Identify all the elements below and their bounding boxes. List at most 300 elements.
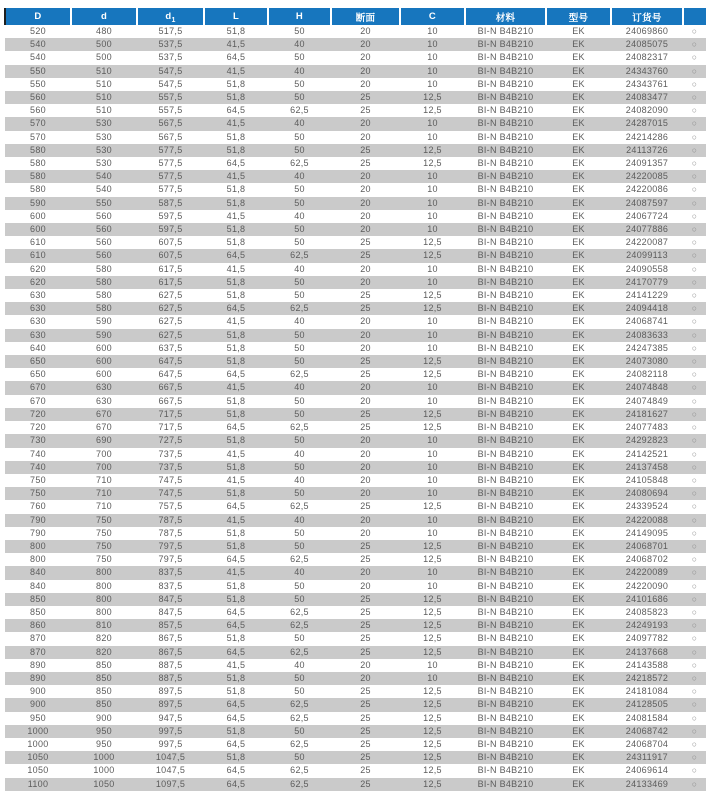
cell-d1: 1097,5 bbox=[155, 778, 186, 789]
cell-d1: 647,5 bbox=[158, 356, 183, 367]
cell-H: 40 bbox=[294, 263, 305, 274]
cell-D: 630 bbox=[30, 290, 46, 301]
status-circle-icon: ○ bbox=[691, 39, 698, 50]
table-row bbox=[5, 342, 706, 355]
cell-d1: 887,5 bbox=[158, 672, 183, 683]
cell-section: 20 bbox=[360, 131, 371, 142]
status-circle-icon: ○ bbox=[691, 646, 698, 657]
cell-d: 540 bbox=[96, 184, 112, 195]
cell-material: BI-N B4B210 bbox=[477, 210, 534, 221]
table-row bbox=[5, 514, 706, 527]
cell-order-no: 24091357 bbox=[625, 158, 669, 169]
table-row bbox=[5, 421, 706, 434]
cell-order-no: 24099113 bbox=[626, 250, 668, 261]
cell-section: 25 bbox=[360, 686, 371, 697]
cell-material: BI-N B4B210 bbox=[477, 699, 534, 710]
cell-C: 12,5 bbox=[423, 593, 442, 604]
cell-model: EK bbox=[572, 250, 585, 261]
cell-d1: 997,5 bbox=[158, 725, 183, 736]
cell-order-no: 24094418 bbox=[625, 303, 669, 314]
table-row bbox=[5, 38, 706, 51]
cell-H: 40 bbox=[294, 39, 305, 50]
cell-d1: 757,5 bbox=[158, 501, 183, 512]
cell-D: 1050 bbox=[27, 752, 49, 763]
cell-C: 12,5 bbox=[423, 105, 442, 116]
cell-d1: 537,5 bbox=[158, 52, 183, 63]
cell-material: BI-N B4B210 bbox=[477, 408, 534, 419]
table-row bbox=[5, 606, 706, 619]
table-row bbox=[5, 685, 706, 698]
cell-d1: 997,5 bbox=[158, 738, 183, 749]
status-circle-icon: ○ bbox=[691, 250, 698, 261]
cell-model: EK bbox=[572, 514, 585, 525]
cell-C: 10 bbox=[427, 39, 438, 50]
cell-H: 40 bbox=[294, 567, 305, 578]
status-circle-icon: ○ bbox=[691, 329, 698, 340]
cell-material: BI-N B4B210 bbox=[477, 422, 534, 433]
column-header-label: L bbox=[232, 11, 240, 22]
cell-C: 12,5 bbox=[423, 554, 442, 565]
cell-section: 20 bbox=[360, 514, 371, 525]
cell-H: 40 bbox=[294, 118, 305, 129]
cell-d: 800 bbox=[96, 580, 112, 591]
cell-C: 12,5 bbox=[423, 765, 442, 776]
status-circle-icon: ○ bbox=[691, 686, 698, 697]
cell-H: 50 bbox=[294, 580, 305, 591]
table-row bbox=[5, 712, 706, 725]
cell-order-no: 24220088 bbox=[625, 514, 669, 525]
cell-d: 750 bbox=[96, 514, 112, 525]
cell-order-no: 24220085 bbox=[625, 171, 669, 182]
cell-section: 25 bbox=[360, 554, 371, 565]
cell-L: 51,8 bbox=[226, 144, 246, 155]
cell-material: BI-N B4B210 bbox=[477, 131, 534, 142]
table-row bbox=[5, 738, 706, 751]
cell-d: 530 bbox=[96, 158, 112, 169]
cell-C: 10 bbox=[427, 316, 438, 327]
status-circle-icon: ○ bbox=[691, 197, 698, 208]
cell-d: 800 bbox=[96, 593, 112, 604]
cell-d: 700 bbox=[96, 461, 112, 472]
cell-material: BI-N B4B210 bbox=[477, 369, 534, 380]
cell-material: BI-N B4B210 bbox=[477, 395, 534, 406]
cell-order-no: 24068702 bbox=[625, 554, 669, 565]
cell-d: 510 bbox=[96, 92, 112, 103]
cell-L: 51,8 bbox=[226, 593, 246, 604]
cell-model: EK bbox=[572, 224, 585, 235]
cell-d: 710 bbox=[96, 474, 112, 485]
cell-d: 600 bbox=[96, 356, 112, 367]
cell-section: 25 bbox=[360, 158, 371, 169]
cell-d: 580 bbox=[96, 303, 112, 314]
column-header-order-no bbox=[611, 8, 683, 25]
cell-H: 50 bbox=[294, 488, 305, 499]
cell-section: 25 bbox=[360, 633, 371, 644]
cell-material: BI-N B4B210 bbox=[477, 567, 534, 578]
cell-C: 12,5 bbox=[423, 620, 442, 631]
cell-H: 40 bbox=[294, 171, 305, 182]
cell-d1: 577,5 bbox=[158, 144, 183, 155]
status-circle-icon: ○ bbox=[691, 26, 698, 36]
cell-section: 25 bbox=[360, 620, 371, 631]
cell-C: 10 bbox=[427, 474, 438, 485]
table-row bbox=[5, 725, 706, 738]
cell-order-no: 24143588 bbox=[625, 659, 669, 670]
cell-C: 12,5 bbox=[423, 422, 442, 433]
cell-D: 840 bbox=[30, 567, 46, 578]
column-header-label: C bbox=[428, 11, 437, 22]
cell-order-no: 24077886 bbox=[625, 224, 669, 235]
cell-section: 25 bbox=[360, 105, 371, 116]
status-circle-icon: ○ bbox=[691, 144, 698, 155]
cell-H: 62,5 bbox=[290, 250, 309, 261]
cell-D: 790 bbox=[30, 527, 46, 538]
column-header-label: H bbox=[295, 11, 304, 22]
cell-d1: 537,5 bbox=[158, 39, 183, 50]
cell-d: 710 bbox=[96, 501, 112, 512]
column-header-material bbox=[465, 8, 546, 25]
cell-C: 12,5 bbox=[423, 752, 442, 763]
cell-L: 64,5 bbox=[226, 158, 246, 169]
cell-d: 560 bbox=[96, 237, 112, 248]
cell-order-no: 24181084 bbox=[625, 686, 669, 697]
status-circle-icon: ○ bbox=[691, 567, 698, 578]
cell-D: 640 bbox=[30, 342, 46, 353]
cell-D: 670 bbox=[30, 395, 46, 406]
column-header-d bbox=[71, 8, 137, 25]
status-circle-icon: ○ bbox=[691, 765, 698, 776]
cell-D: 890 bbox=[30, 672, 46, 683]
cell-C: 10 bbox=[427, 514, 438, 525]
cell-C: 12,5 bbox=[423, 356, 442, 367]
cell-material: BI-N B4B210 bbox=[477, 303, 534, 314]
cell-order-no: 24097782 bbox=[625, 633, 669, 644]
table-row bbox=[5, 698, 706, 711]
cell-d1: 1047,5 bbox=[155, 765, 186, 776]
cell-H: 50 bbox=[294, 290, 305, 301]
cell-H: 50 bbox=[294, 593, 305, 604]
cell-L: 51,8 bbox=[226, 461, 246, 472]
column-header-section bbox=[331, 8, 400, 25]
cell-order-no: 24220090 bbox=[625, 580, 669, 591]
cell-order-no: 24080694 bbox=[625, 488, 669, 499]
table-row bbox=[5, 764, 706, 777]
cell-d1: 667,5 bbox=[158, 382, 183, 393]
cell-H: 62,5 bbox=[290, 422, 309, 433]
cell-model: EK bbox=[572, 290, 585, 301]
cell-L: 41,5 bbox=[226, 474, 246, 485]
cell-section: 20 bbox=[360, 39, 371, 50]
cell-model: EK bbox=[572, 303, 585, 314]
cell-d1: 577,5 bbox=[158, 158, 183, 169]
cell-L: 51,8 bbox=[226, 131, 246, 142]
cell-d: 580 bbox=[96, 263, 112, 274]
cell-L: 64,5 bbox=[226, 105, 246, 116]
cell-C: 10 bbox=[427, 448, 438, 459]
table-row bbox=[5, 144, 706, 157]
cell-model: EK bbox=[572, 778, 585, 789]
cell-L: 64,5 bbox=[226, 303, 246, 314]
table-row bbox=[5, 263, 706, 276]
cell-order-no: 24081584 bbox=[625, 712, 669, 723]
cell-material: BI-N B4B210 bbox=[477, 65, 534, 76]
cell-d1: 867,5 bbox=[158, 633, 183, 644]
cell-order-no: 24068704 bbox=[625, 738, 669, 749]
cell-C: 10 bbox=[427, 65, 438, 76]
cell-L: 51,8 bbox=[226, 488, 246, 499]
cell-section: 20 bbox=[360, 65, 371, 76]
status-circle-icon: ○ bbox=[691, 78, 698, 89]
cell-section: 20 bbox=[360, 567, 371, 578]
cell-d1: 837,5 bbox=[158, 567, 183, 578]
status-circle-icon: ○ bbox=[691, 290, 698, 301]
cell-H: 62,5 bbox=[290, 738, 309, 749]
cell-d1: 837,5 bbox=[158, 580, 183, 591]
cell-order-no: 24181627 bbox=[625, 408, 669, 419]
cell-model: EK bbox=[572, 593, 585, 604]
cell-D: 850 bbox=[30, 606, 46, 617]
cell-d1: 567,5 bbox=[158, 131, 183, 142]
cell-model: EK bbox=[572, 65, 585, 76]
cell-L: 51,8 bbox=[226, 395, 246, 406]
cell-material: BI-N B4B210 bbox=[477, 606, 534, 617]
cell-D: 900 bbox=[30, 699, 46, 710]
cell-D: 630 bbox=[30, 329, 46, 340]
cell-section: 20 bbox=[360, 197, 371, 208]
cell-d: 670 bbox=[96, 408, 112, 419]
cell-model: EK bbox=[572, 567, 585, 578]
header-row bbox=[5, 8, 706, 25]
cell-d1: 557,5 bbox=[158, 105, 183, 116]
cell-d: 630 bbox=[96, 382, 112, 393]
cell-L: 51,8 bbox=[226, 276, 246, 287]
cell-section: 20 bbox=[360, 263, 371, 274]
status-circle-icon: ○ bbox=[691, 474, 698, 485]
cell-L: 51,8 bbox=[226, 752, 246, 763]
cell-material: BI-N B4B210 bbox=[477, 738, 534, 749]
cell-C: 10 bbox=[427, 567, 438, 578]
cell-material: BI-N B4B210 bbox=[477, 356, 534, 367]
status-circle-icon: ○ bbox=[691, 105, 698, 116]
cell-L: 64,5 bbox=[226, 778, 246, 789]
cell-order-no: 24074848 bbox=[625, 382, 669, 393]
cell-order-no: 24069614 bbox=[625, 765, 669, 776]
cell-C: 12,5 bbox=[423, 738, 442, 749]
cell-material: BI-N B4B210 bbox=[477, 778, 534, 789]
cell-H: 50 bbox=[294, 435, 305, 446]
table-row bbox=[5, 593, 706, 606]
cell-L: 51,8 bbox=[226, 356, 246, 367]
cell-order-no: 24137668 bbox=[625, 646, 669, 657]
cell-L: 64,5 bbox=[226, 620, 246, 631]
cell-section: 20 bbox=[360, 342, 371, 353]
cell-material: BI-N B4B210 bbox=[477, 158, 534, 169]
cell-order-no: 24083633 bbox=[625, 329, 669, 340]
cell-L: 64,5 bbox=[226, 501, 246, 512]
cell-L: 51,8 bbox=[226, 197, 246, 208]
cell-order-no: 24311917 bbox=[626, 752, 668, 763]
cell-d: 510 bbox=[96, 65, 112, 76]
column-header-label: 材料 bbox=[495, 12, 516, 24]
cell-material: BI-N B4B210 bbox=[477, 712, 534, 723]
cell-D: 800 bbox=[30, 554, 46, 565]
cell-model: EK bbox=[572, 356, 585, 367]
column-header-model bbox=[546, 8, 611, 25]
cell-d: 1000 bbox=[93, 752, 115, 763]
cell-model: EK bbox=[572, 606, 585, 617]
cell-material: BI-N B4B210 bbox=[477, 448, 534, 459]
cell-model: EK bbox=[572, 461, 585, 472]
cell-d1: 897,5 bbox=[158, 686, 183, 697]
cell-C: 10 bbox=[427, 342, 438, 353]
cell-section: 20 bbox=[360, 171, 371, 182]
cell-d: 560 bbox=[96, 250, 112, 261]
cell-order-no: 24142521 bbox=[625, 448, 669, 459]
cell-d: 530 bbox=[96, 144, 112, 155]
cell-d1: 797,5 bbox=[158, 540, 183, 551]
cell-H: 50 bbox=[294, 329, 305, 340]
cell-L: 51,8 bbox=[226, 237, 246, 248]
column-header-L bbox=[204, 8, 268, 25]
cell-d: 900 bbox=[96, 712, 112, 723]
status-circle-icon: ○ bbox=[691, 52, 698, 63]
cell-model: EK bbox=[572, 448, 585, 459]
table-row bbox=[5, 408, 706, 421]
cell-material: BI-N B4B210 bbox=[477, 184, 534, 195]
table-row bbox=[5, 474, 706, 487]
cell-H: 40 bbox=[294, 659, 305, 670]
cell-L: 51,8 bbox=[226, 633, 246, 644]
table-row bbox=[5, 646, 706, 659]
cell-H: 50 bbox=[294, 52, 305, 63]
table-row bbox=[5, 355, 706, 368]
cell-material: BI-N B4B210 bbox=[477, 329, 534, 340]
cell-d1: 747,5 bbox=[158, 488, 183, 499]
cell-D: 950 bbox=[30, 712, 46, 723]
table-row bbox=[5, 223, 706, 236]
cell-model: EK bbox=[572, 382, 585, 393]
cell-section: 25 bbox=[360, 501, 371, 512]
cell-section: 20 bbox=[360, 488, 371, 499]
cell-section: 20 bbox=[360, 184, 371, 195]
cell-section: 20 bbox=[360, 527, 371, 538]
cell-d1: 847,5 bbox=[158, 606, 183, 617]
status-circle-icon: ○ bbox=[691, 263, 698, 274]
cell-L: 51,8 bbox=[226, 527, 246, 538]
cell-D: 870 bbox=[30, 646, 46, 657]
cell-L: 51,8 bbox=[226, 408, 246, 419]
cell-H: 50 bbox=[294, 752, 305, 763]
cell-section: 20 bbox=[360, 395, 371, 406]
cell-material: BI-N B4B210 bbox=[477, 118, 534, 129]
cell-D: 610 bbox=[30, 250, 46, 261]
cell-L: 41,5 bbox=[226, 263, 246, 274]
cell-material: BI-N B4B210 bbox=[477, 488, 534, 499]
status-circle-icon: ○ bbox=[691, 224, 698, 235]
cell-H: 40 bbox=[294, 65, 305, 76]
cell-d1: 567,5 bbox=[158, 118, 183, 129]
cell-d1: 597,5 bbox=[158, 224, 183, 235]
table-row bbox=[5, 619, 706, 632]
table-row bbox=[5, 448, 706, 461]
cell-order-no: 24101686 bbox=[625, 593, 669, 604]
cell-section: 20 bbox=[360, 672, 371, 683]
cell-H: 50 bbox=[294, 395, 305, 406]
cell-H: 50 bbox=[294, 237, 305, 248]
cell-H: 50 bbox=[294, 342, 305, 353]
cell-L: 41,5 bbox=[226, 659, 246, 670]
cell-section: 20 bbox=[360, 210, 371, 221]
cell-L: 51,8 bbox=[226, 224, 246, 235]
table-row bbox=[5, 197, 706, 210]
cell-order-no: 24082118 bbox=[626, 369, 668, 380]
status-circle-icon: ○ bbox=[691, 65, 698, 76]
status-circle-icon: ○ bbox=[691, 488, 698, 499]
cell-model: EK bbox=[572, 474, 585, 485]
cell-d1: 667,5 bbox=[158, 395, 183, 406]
cell-d: 540 bbox=[96, 171, 112, 182]
table-row bbox=[5, 210, 706, 223]
cell-D: 740 bbox=[30, 448, 46, 459]
cell-C: 10 bbox=[427, 672, 438, 683]
cell-section: 20 bbox=[360, 461, 371, 472]
cell-C: 12,5 bbox=[423, 725, 442, 736]
cell-d1: 797,5 bbox=[158, 554, 183, 565]
cell-order-no: 24141229 bbox=[625, 290, 669, 301]
cell-d1: 727,5 bbox=[158, 435, 183, 446]
cell-L: 64,5 bbox=[226, 646, 246, 657]
cell-L: 51,8 bbox=[226, 540, 246, 551]
cell-model: EK bbox=[572, 52, 585, 63]
table-row bbox=[5, 580, 706, 593]
status-circle-icon: ○ bbox=[691, 606, 698, 617]
cell-C: 10 bbox=[427, 461, 438, 472]
status-circle-icon: ○ bbox=[691, 316, 698, 327]
cell-H: 62,5 bbox=[290, 712, 309, 723]
cell-H: 62,5 bbox=[290, 646, 309, 657]
cell-model: EK bbox=[572, 646, 585, 657]
cell-D: 730 bbox=[30, 435, 46, 446]
cell-D: 860 bbox=[30, 620, 46, 631]
cell-material: BI-N B4B210 bbox=[477, 316, 534, 327]
cell-material: BI-N B4B210 bbox=[477, 92, 534, 103]
cell-D: 720 bbox=[30, 422, 46, 433]
cell-L: 64,5 bbox=[226, 699, 246, 710]
cell-order-no: 24220089 bbox=[625, 567, 669, 578]
cell-d1: 587,5 bbox=[158, 197, 183, 208]
cell-L: 64,5 bbox=[226, 250, 246, 261]
cell-order-no: 24068742 bbox=[625, 725, 669, 736]
cell-model: EK bbox=[572, 237, 585, 248]
cell-H: 50 bbox=[294, 527, 305, 538]
cell-d1: 737,5 bbox=[158, 461, 183, 472]
cell-C: 12,5 bbox=[423, 144, 442, 155]
cell-d1: 627,5 bbox=[158, 316, 183, 327]
cell-L: 64,5 bbox=[226, 369, 246, 380]
table-row bbox=[5, 276, 706, 289]
table-row bbox=[5, 381, 706, 394]
cell-L: 51,8 bbox=[226, 290, 246, 301]
cell-d1: 607,5 bbox=[158, 237, 183, 248]
cell-D: 580 bbox=[30, 184, 46, 195]
cell-D: 750 bbox=[30, 488, 46, 499]
cell-order-no: 24085075 bbox=[625, 39, 669, 50]
cell-d: 600 bbox=[96, 342, 112, 353]
cell-C: 12,5 bbox=[423, 778, 442, 789]
cell-D: 900 bbox=[30, 686, 46, 697]
cell-order-no: 24074849 bbox=[625, 395, 669, 406]
cell-D: 1100 bbox=[27, 778, 49, 789]
